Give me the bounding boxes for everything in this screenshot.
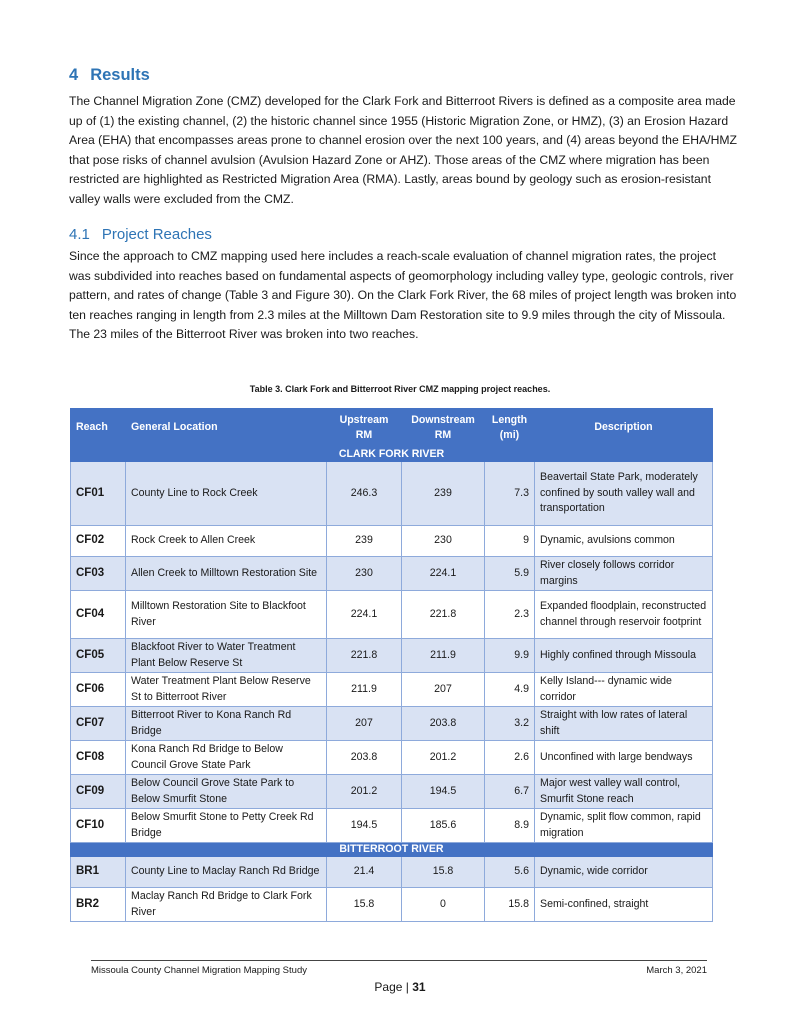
description-cell: Kelly Island--- dynamic wide corridor [535,673,713,707]
table-row [71,707,713,741]
section-row-bitterroot [71,843,713,857]
reach-cell: BR1 [71,857,126,888]
table-row [71,741,713,775]
downstream-rm-cell: 0 [402,888,485,922]
downstream-rm-cell: 194.5 [402,775,485,809]
table-row [71,857,713,888]
section-title: Results [90,66,150,84]
description-cell: Semi-confined, straight [535,888,713,922]
upstream-rm-cell: 211.9 [327,673,402,707]
footer-divider [91,960,707,961]
length-cell: 15.8 [485,888,535,922]
table-row [71,526,713,557]
general-location-cell: Bitterroot River to Kona Ranch Rd Bridge [126,707,327,741]
table-row [71,557,713,591]
general-location-cell: Milltown Restoration Site to Blackfoot River [126,591,327,639]
downstream-rm-cell: 185.6 [402,809,485,843]
length-cell: 4.9 [485,673,535,707]
downstream-rm-cell: 207 [402,673,485,707]
description-cell: Major west valley wall control, Smurfit Stone reach [535,775,713,809]
general-location-cell: County Line to Maclay Ranch Rd Bridge [126,857,327,888]
reach-cell: CF03 [71,557,126,591]
upstream-rm-cell: 224.1 [327,591,402,639]
description-cell: River closely follows corridor margins [535,557,713,591]
reaches-table-body [71,448,713,922]
section-number: 4 [69,66,79,84]
reach-cell: BR2 [71,888,126,922]
reach-cell: CF04 [71,591,126,639]
general-location-cell: Kona Ranch Rd Bridge to Below Council Grove State Park [126,741,327,775]
general-location-cell: Blackfoot River to Water Treatment Plant Below Reserve St [126,639,327,673]
footer-study-title: Missoula County Channel Migration Mapping Study [91,965,307,976]
reach-cell: CF01 [71,462,126,526]
header-upstream-rm: Upstream RM [327,409,402,448]
project-reaches-paragraph: Since the approach to CMZ mapping used here includes a reach-scale evaluation of channel migration rates, the project was subdivided into reaches based on fundamental aspects of geomorphology including valley type, geologic controls, river pattern, and rates of change (Table 3 and Figure 30). On the Clark Fork River, the 68 miles of project length was broken into ten reaches ranging in length from 2.3 miles at the Milltown Dam Restoration site to 9.9 miles through the city of Missoula. The 23 miles of the Bitterroot River was broken into two reaches. [69,249,737,342]
reach-cell: CF10 [71,809,126,843]
general-location-cell: Below Council Grove State Park to Below Smurfit Stone [126,775,327,809]
length-cell: 3.2 [485,707,535,741]
table-row [71,888,713,922]
reach-cell: CF08 [71,741,126,775]
downstream-rm-cell: 15.8 [402,857,485,888]
upstream-rm-cell: 21.4 [327,857,402,888]
length-cell: 2.3 [485,591,535,639]
table-row [71,673,713,707]
reach-cell: CF06 [71,673,126,707]
table-caption: Table 3. Clark Fork and Bitterroot River CMZ mapping project reaches. [249,384,551,394]
general-location-cell: Water Treatment Plant Below Reserve St to Bitterroot River [126,673,327,707]
general-location-cell: Below Smurfit Stone to Petty Creek Rd Bridge [126,809,327,843]
length-cell: 5.6 [485,857,535,888]
description-cell: Straight with low rates of lateral shift [535,707,713,741]
general-location-cell: County Line to Rock Creek [126,462,327,526]
subsection-heading [69,226,212,243]
table-row [71,462,713,526]
page-number [0,980,800,994]
table-row [71,775,713,809]
length-cell: 2.6 [485,741,535,775]
length-cell: 9 [485,526,535,557]
section-label-clark-fork: CLARK FORK RIVER [71,448,713,462]
reach-cell: CF07 [71,707,126,741]
general-location-cell: Maclay Ranch Rd Bridge to Clark Fork River [126,888,327,922]
downstream-rm-cell: 239 [402,462,485,526]
reach-cell: CF05 [71,639,126,673]
header-length: Length (mi) [485,409,535,448]
page-number-value: 31 [412,980,426,994]
downstream-rm-cell: 211.9 [402,639,485,673]
general-location-cell: Rock Creek to Allen Creek [126,526,327,557]
upstream-rm-cell: 207 [327,707,402,741]
upstream-rm-cell: 194.5 [327,809,402,843]
table-row [71,639,713,673]
upstream-rm-cell: 15.8 [327,888,402,922]
subsection-number: 4.1 [69,226,90,243]
section-heading [69,66,150,85]
upstream-rm-cell: 203.8 [327,741,402,775]
header-general-location: General Location [126,409,327,448]
description-cell: Expanded floodplain, reconstructed channel through reservoir footprint [535,591,713,639]
upstream-rm-cell: 246.3 [327,462,402,526]
general-location-cell: Allen Creek to Milltown Restoration Site [126,557,327,591]
downstream-rm-cell: 203.8 [402,707,485,741]
header-description: Description [535,409,713,448]
description-cell: Highly confined through Missoula [535,639,713,673]
downstream-rm-cell: 221.8 [402,591,485,639]
upstream-rm-cell: 230 [327,557,402,591]
header-downstream-rm: Downstream RM [402,409,485,448]
length-cell: 9.9 [485,639,535,673]
header-reach: Reach [71,409,126,448]
section-row-clark-fork [71,448,713,462]
downstream-rm-cell: 230 [402,526,485,557]
description-cell: Dynamic, split flow common, rapid migration [535,809,713,843]
description-cell: Beavertail State Park, moderately confined by south valley wall and transportation [535,462,713,526]
reach-cell: CF09 [71,775,126,809]
page-label: Page | [374,980,409,994]
table-row [71,591,713,639]
reach-cell: CF02 [71,526,126,557]
length-cell: 6.7 [485,775,535,809]
table-row [71,809,713,843]
reaches-table [70,408,713,922]
footer-date: March 3, 2021 [646,965,707,976]
description-cell: Unconfined with large bendways [535,741,713,775]
upstream-rm-cell: 221.8 [327,639,402,673]
upstream-rm-cell: 201.2 [327,775,402,809]
downstream-rm-cell: 201.2 [402,741,485,775]
results-paragraph: The Channel Migration Zone (CMZ) developed for the Clark Fork and Bitterroot Rivers is defined as a composite area made up of (1) the existing channel, (2) the historic channel since 1955 (Historic Migration Zone, or HMZ), (3) an Erosion Hazard Area (EHA) that encompasses areas prone to channel erosion over the next 100 years, and (4) areas beyond the EHA/HMZ that pose risks of channel avulsion (Avulsion Hazard Zone or AHZ). Those areas of the CMZ where migration has been restricted are highlighted as Restricted Migration Area (RMA). Lastly, areas bound by geology such as erosion-resistant valley walls were excluded from the CMZ. [69,94,737,206]
description-cell: Dynamic, avulsions common [535,526,713,557]
length-cell: 7.3 [485,462,535,526]
subsection-title: Project Reaches [101,226,212,243]
length-cell: 8.9 [485,809,535,843]
section-label-bitterroot: BITTERROOT RIVER [71,843,713,857]
table-header-row [71,409,713,448]
description-cell: Dynamic, wide corridor [535,857,713,888]
length-cell: 5.9 [485,557,535,591]
upstream-rm-cell: 239 [327,526,402,557]
downstream-rm-cell: 224.1 [402,557,485,591]
